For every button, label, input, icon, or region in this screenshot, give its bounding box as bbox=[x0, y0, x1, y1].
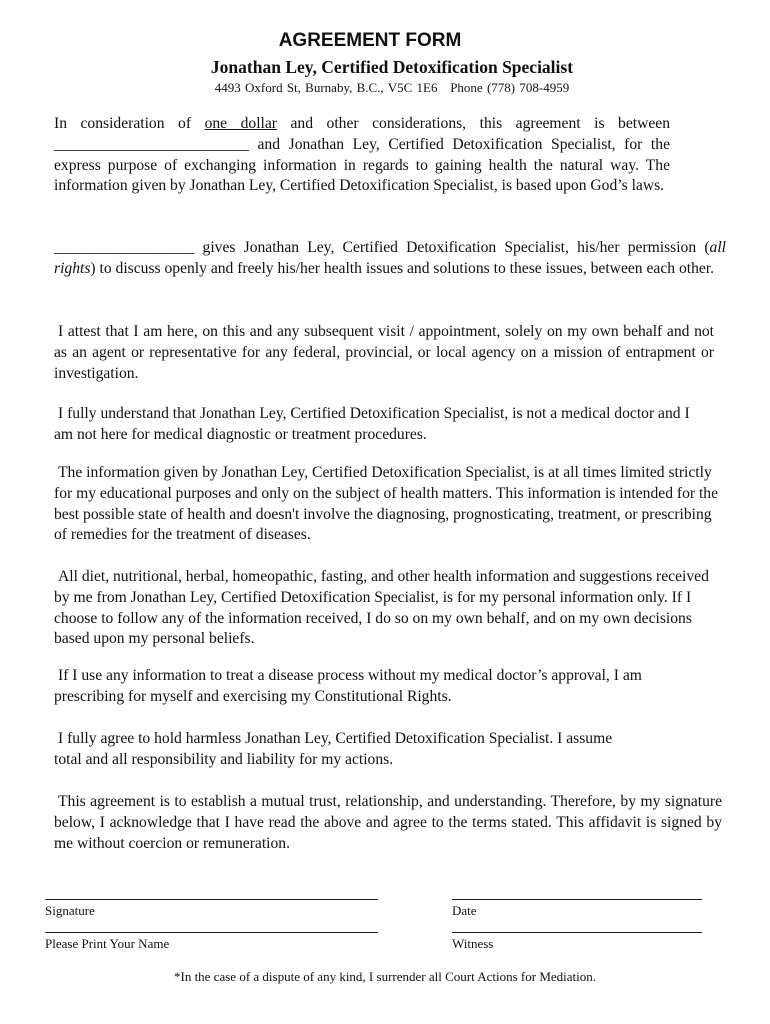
health-information-paragraph: All diet, nutritional, herbal, homeopathic, fasting, and other health information and suggestions received by me from Jonathan Ley, Certified Detoxification Specialist, is for my personal information only. If I choose to follow any of the information received, I do so on my own behalf, and on my own decisions based upon my personal beliefs. bbox=[54, 568, 709, 648]
hold-harmless-paragraph: I fully agree to hold harmless Jonathan Ley, Certified Detoxification Specialist. I assume total and all responsibility and liability for my actions. bbox=[54, 730, 613, 768]
witness-line[interactable] bbox=[452, 932, 702, 933]
educational-purposes-paragraph: The information given by Jonathan Ley, Certified Detoxification Specialist, is at all times limited strictly for my educational purposes and only on the subject of health matters. This information is intended for the best possible state of health and doesn't involve the diagnosing, prognosticating, treatment, or prescribing of remedies for the treatment of diseases. bbox=[54, 464, 719, 544]
p1-text-a: In consideration of bbox=[54, 115, 205, 132]
signature-line[interactable] bbox=[45, 899, 378, 900]
permission-name-blank[interactable]: __________________ bbox=[54, 239, 195, 256]
one-dollar-text: one dollar bbox=[204, 115, 277, 132]
mutual-trust-paragraph: This agreement is to establish a mutual trust, relationship, and understanding. Therefore, by my signature below, I acknowledge that I have read the above and agree to the terms stated. This affidavit is signed by me without coercion or remuneration. bbox=[54, 793, 722, 852]
constitutional-rights-paragraph: If I use any information to treat a disease process without my medical doctor’s approval, I am prescribing for myself and exercising my Constitutional Rights. bbox=[54, 667, 642, 705]
attest-paragraph: I attest that I am here, on this and any subsequent visit / appointment, solely on my own behalf and not as an agent or representative for any federal, provincial, or local agency on a mission of entrapment or investigation. bbox=[54, 323, 714, 382]
print-name-line[interactable] bbox=[45, 932, 378, 933]
witness-label: Witness bbox=[452, 936, 494, 951]
form-title: AGREEMENT FORM bbox=[278, 30, 462, 51]
p2-text-a: gives Jonathan Ley, Certified Detoxification Specialist, his/her permission ( bbox=[194, 239, 710, 256]
consideration-paragraph bbox=[54, 114, 670, 197]
p2-text-b: ) to discuss openly and freely his/her health issues and solutions to these issues, between each other. bbox=[90, 259, 715, 277]
p1-text-c: and Jonathan Ley, Certified Detoxification Specialist, for the express purpose of exchanging information in regards to gaining health the natural way. The information given by Jonathan Ley, Certified Detoxification Specialist, is based upon God’s laws. bbox=[54, 135, 670, 195]
all-rights-text: all rights bbox=[54, 239, 726, 277]
permission-paragraph bbox=[54, 238, 726, 280]
date-line[interactable] bbox=[452, 899, 702, 900]
p1-text-b: and other considerations, this agreement is between bbox=[276, 115, 670, 132]
signature-label: Signature bbox=[45, 903, 95, 918]
not-medical-doctor-paragraph: I fully understand that Jonathan Ley, Certified Detoxification Specialist, is not a medical doctor and I am not here for medical diagnostic or treatment procedures. bbox=[54, 405, 690, 443]
party-name-blank[interactable]: _________________________ bbox=[54, 135, 249, 153]
date-label: Date bbox=[452, 903, 477, 918]
mediation-footnote: *In the case of a dispute of any kind, I surrender all Court Actions for Mediation. bbox=[173, 969, 597, 984]
form-subtitle: Jonathan Ley, Certified Detoxification Specialist bbox=[210, 57, 574, 77]
contact-address: 4493 Oxford St, Burnaby, B.C., V5C 1E6 Phone (778) 708-4959 bbox=[214, 80, 570, 95]
print-name-label: Please Print Your Name bbox=[45, 936, 170, 951]
